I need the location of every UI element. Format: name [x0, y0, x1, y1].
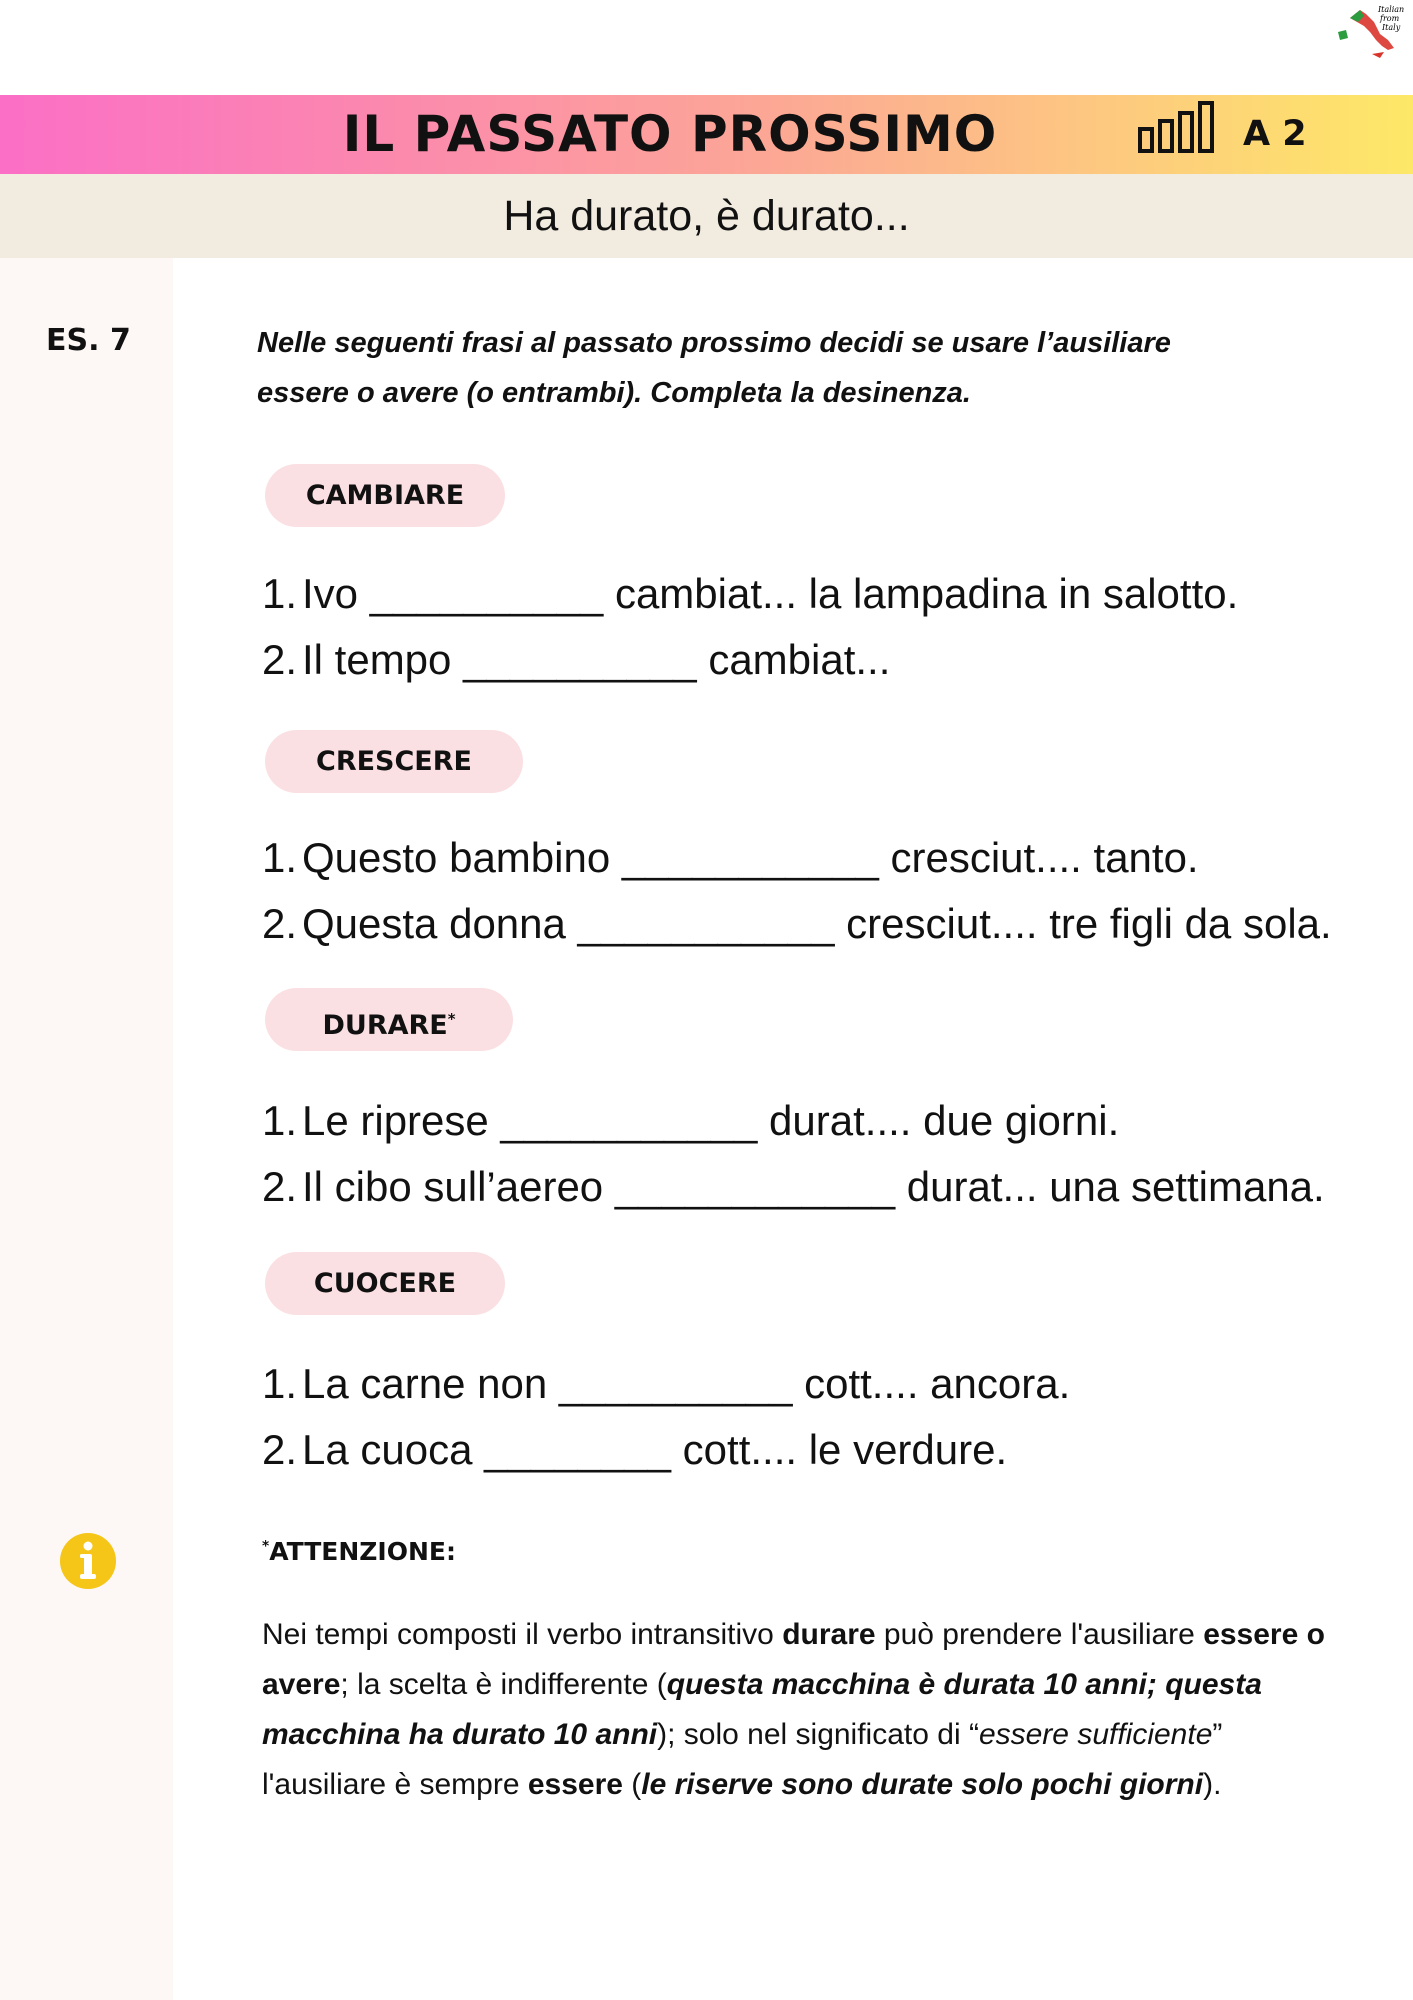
note-text: ). [1203, 1768, 1222, 1801]
item-text: Il cibo sull’aereo ____________ durat... una settimana. [302, 1163, 1325, 1210]
verb-pill-durare [265, 988, 513, 1051]
exercise-list [262, 1088, 1325, 1220]
attention-heading [262, 1537, 456, 1566]
verb-label: CRESCERE [316, 746, 472, 777]
item-text: La carne non __________ cott.... ancora. [302, 1360, 1071, 1407]
note-italic: essere sufficiente [978, 1718, 1213, 1751]
note-text: ); solo nel significato di “ [657, 1718, 979, 1751]
item-text: Le riprese ___________ durat.... due giorni. [302, 1097, 1120, 1144]
note-text: può prendere l'ausiliare [875, 1618, 1204, 1651]
note-bold: essere [527, 1768, 623, 1801]
svg-text:Italy: Italy [1382, 23, 1401, 32]
list-item [262, 627, 1238, 693]
subtitle-banner [0, 174, 1413, 258]
list-item [262, 1088, 1325, 1154]
list-item [262, 1351, 1070, 1417]
item-number: 2. [262, 1163, 298, 1210]
item-text: Ivo __________ cambiat... la lampadina in salotto. [302, 570, 1239, 617]
list-item [262, 561, 1238, 627]
instructions-line: Nelle seguenti frasi al passato prossimo decidi se usare l’ausiliare [257, 327, 1171, 359]
verb-pill-cuocere [265, 1252, 505, 1315]
title-banner [0, 95, 1413, 174]
item-text: Il tempo __________ cambiat... [302, 636, 891, 683]
italy-map-logo [1330, 0, 1410, 62]
note-bold: durare [782, 1618, 876, 1651]
svg-text:Italian: Italian [1378, 5, 1405, 14]
verb-pill-cambiare [265, 464, 505, 527]
list-item [262, 1417, 1070, 1483]
verb-label: CAMBIARE [305, 480, 465, 511]
page-subtitle: Ha durato, è durato... [503, 192, 910, 240]
note-text: ; la scelta è indifferente ( [340, 1668, 667, 1701]
info-icon [58, 1531, 118, 1591]
note-text: Nei tempi composti il verbo intransitivo [262, 1618, 783, 1651]
item-text: Questo bambino ___________ cresciut.... tanto. [302, 834, 1199, 881]
level-bars-icon [1136, 95, 1228, 167]
level-badge: A 2 [1243, 114, 1307, 154]
note-text: ” l'ausiliare è sempre [262, 1718, 1223, 1801]
note-text: ( [622, 1768, 642, 1801]
attention-note [262, 1610, 1352, 1810]
footnote-mark: * [447, 1010, 456, 1028]
exercise-list [262, 561, 1238, 693]
verb-pill-crescere [265, 730, 523, 793]
verb-label: CUOCERE [313, 1268, 457, 1299]
item-number: 1. [262, 834, 298, 881]
note-bold: essere o avere [262, 1618, 1325, 1701]
footnote-mark: * [262, 1538, 270, 1555]
exercise-instructions [257, 318, 1347, 418]
list-item [262, 1154, 1325, 1220]
item-text: Questa donna ___________ cresciut.... tre figli da sola. [302, 900, 1332, 947]
attention-title: ATTENZIONE [269, 1537, 446, 1566]
item-number: 1. [262, 570, 298, 617]
item-number: 2. [262, 1426, 298, 1473]
note-bold-italic: le riserve sono durate solo pochi giorni [641, 1768, 1204, 1801]
page-title: IL PASSATO PROSSIMO [342, 105, 998, 163]
instructions-line: essere o avere (o entrambi). Completa la desinenza. [257, 377, 971, 409]
list-item [262, 891, 1332, 957]
verb-label: DURARE [322, 1010, 448, 1041]
note-bold-italic: questa macchina è durata 10 anni; questa macchina ha durato 10 anni [262, 1668, 1262, 1751]
list-item [262, 825, 1332, 891]
svg-text:from: from [1380, 14, 1400, 23]
item-number: 2. [262, 636, 298, 683]
item-number: 1. [262, 1360, 298, 1407]
exercise-list [262, 825, 1332, 957]
exercise-list [262, 1351, 1070, 1483]
item-text: La cuoca ________ cott.... le verdure. [302, 1426, 1008, 1473]
item-number: 2. [262, 900, 298, 947]
side-strip [0, 258, 173, 2000]
attention-colon: : [445, 1537, 456, 1566]
exercise-label: ES. 7 [46, 323, 131, 358]
item-number: 1. [262, 1097, 298, 1144]
